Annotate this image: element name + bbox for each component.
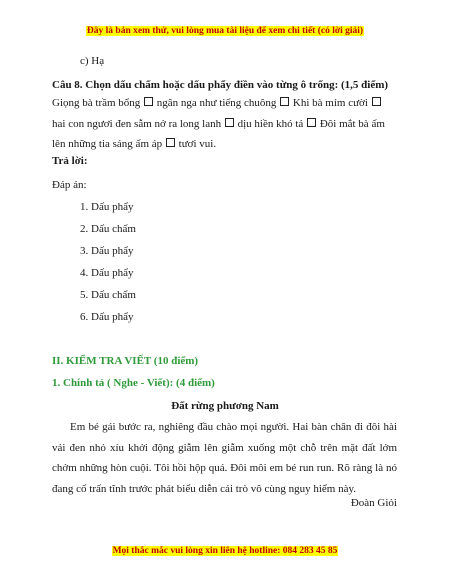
- blank-box-1[interactable]: [144, 97, 153, 106]
- answer-item: 4. Dấu phẩy: [80, 267, 134, 279]
- hotline-banner: [0, 546, 450, 556]
- blank-box-4[interactable]: [225, 118, 234, 127]
- answer-item: 5. Dấu chấm: [80, 289, 136, 301]
- answer-intro: Đáp án:: [52, 179, 87, 191]
- passage-title: Đất rừng phương Nam: [171, 400, 279, 412]
- answer-label: Trả lời:: [52, 155, 88, 167]
- preview-banner-text: Đây là bản xem thử, vui lòng mua tài liệu để xem chi tiết (có lời giải): [86, 26, 364, 36]
- answer-item: 1. Dấu phẩy: [80, 201, 134, 213]
- hotline-banner-text: Mọi thắc mắc vui lòng xin liên hệ hotline: 084 283 45 85: [112, 546, 338, 556]
- answer-item: 6. Dấu phẩy: [80, 311, 134, 323]
- section-2-title: II. KIỂM TRA VIẾT (10 điểm): [52, 355, 199, 367]
- answer-item: 2. Dấu chấm: [80, 223, 136, 235]
- blank-box-2[interactable]: [280, 97, 289, 106]
- preview-banner: [0, 26, 450, 36]
- section-2-subtitle: 1. Chính tả ( Nghe - Viết): (4 điểm): [52, 377, 215, 389]
- blank-box-6[interactable]: [166, 138, 175, 147]
- answer-item: 3. Dấu phẩy: [80, 245, 134, 257]
- passage-author: Đoàn Giỏi: [350, 497, 397, 509]
- blank-box-3[interactable]: [372, 97, 381, 106]
- question-8: Câu 8. Chọn dấu chấm hoặc dấu phẩy điền vào từng ô trống: (1,5 điểm): [52, 79, 389, 91]
- blank-box-5[interactable]: [307, 118, 316, 127]
- passage-text: Em bé gái bước ra, nghiêng đầu chào mọi người. Hai bàn chân đi đôi hài vải đen nhỏ xíu khởi động giẫm lên giẫm xuống một chỗ trên mặt đất lởm chởm những hòn cuội. Tôi hồi hộp quá. Đôi môi em bé run run. Rõ ràng là nó đang cố trấn tĩnh trước phát biểu diễn cái trò vô cùng nguy hiểm này.: [52, 421, 397, 495]
- option-c: c) Hạ: [80, 55, 105, 67]
- question-paragraph: Giọng bà trầm bổng ngân nga như tiếng chuông Khi bà mỉm cười hai con ngươi đen sẫm nở ra long lanh dịu hiền khó tả Đôi mắt bà ấm lên những tia sáng ấm áp tươi vui.: [52, 97, 385, 150]
